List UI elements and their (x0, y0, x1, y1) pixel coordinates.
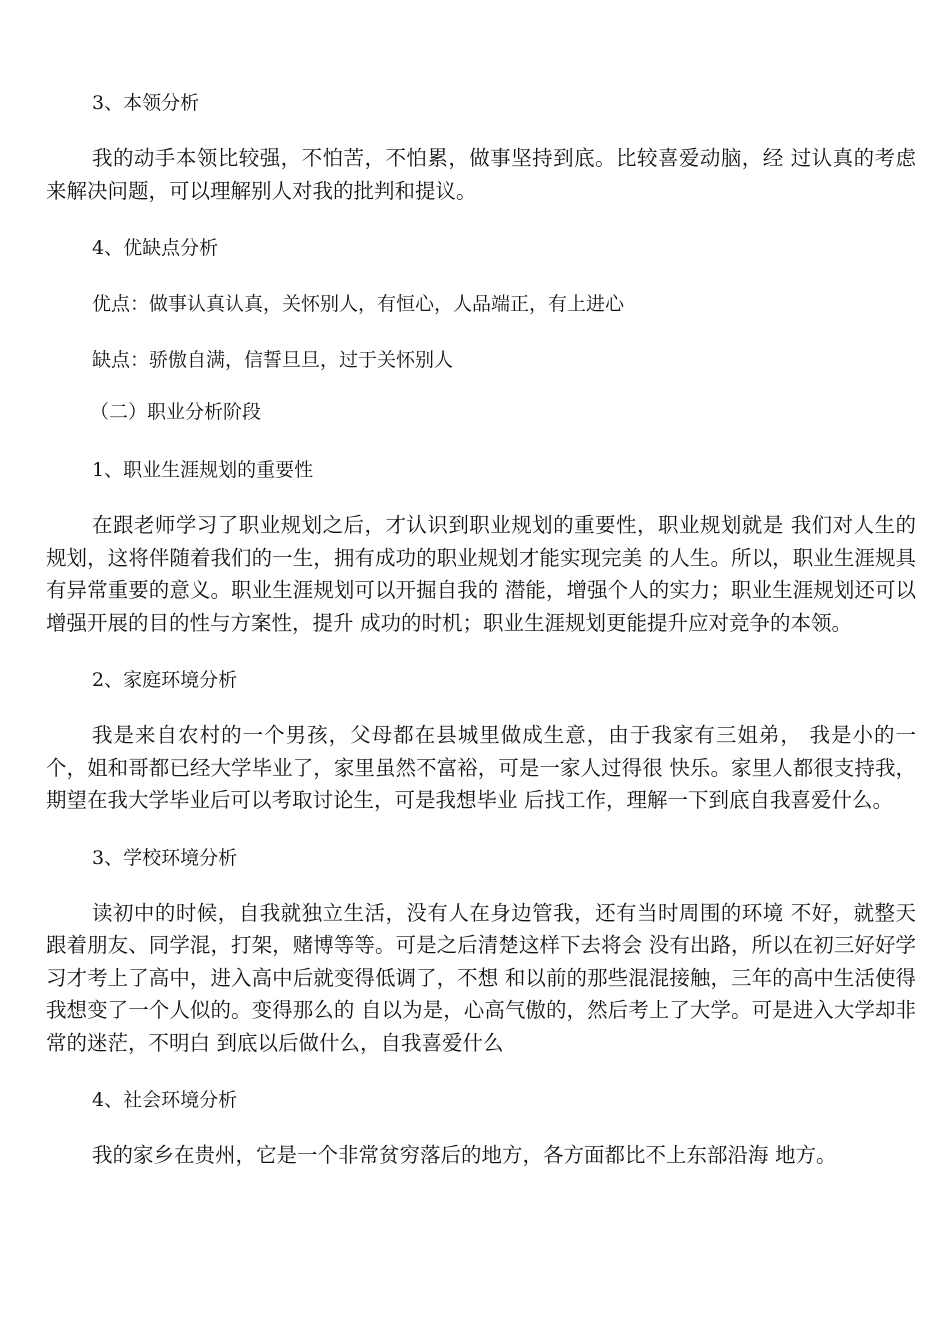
section-heading-school-environment: 3、学校环境分析 (92, 846, 238, 869)
section-heading-career-analysis: （二）职业分析阶段 (90, 401, 262, 423)
paragraph-social-environment: 我的家乡在贵州，它是一个非常贫穷落后的地方，各方面都比不上东部沿海 地方。 (92, 1143, 837, 1167)
paragraph-school-environment: 读初中的时候，自我就独立生活，没有人在身边管我，还有当时周围的环境 不好，就整天跟着朋友、同学混，打架，赌博等等。可是之后清楚这样下去将会 没有出路，所以在初三好好学习才考上了高中，进入高中后就变得低调了，不想 和以前的那些混混接触，三年的高中生活使得我想变了一个人似的。变得那么的 自以为是，心高气傲的，然后考上了大学。可是进入大学却非常的迷茫，不明白 到底以后做什么，自我喜爱什么 (46, 900, 916, 1055)
weaknesses-line: 缺点：骄傲自满，信誓旦旦，过于关怀别人 (92, 349, 454, 371)
paragraph-ability: 我的动手本领比较强，不怕苦，不怕累，做事坚持到底。比较喜爱动脑，经 过认真的考虑来解决问题，可以理解别人对我的批判和提议。 (46, 146, 916, 203)
section-heading-strengths-weaknesses: 4、优缺点分析 (92, 237, 219, 259)
document-page (46, 88, 916, 1172)
section-heading-ability: 3、本领分析 (92, 92, 200, 114)
section-heading-career-planning-importance: 1、职业生涯规划的重要性 (92, 459, 314, 481)
section-heading-social-environment: 4、社会环境分析 (92, 1089, 238, 1111)
paragraph-family-environment: 我是来自农村的一个男孩，父母都在县城里做成生意，由于我家有三姐弟， 我是小的一个，姐和哥都已经大学毕业了，家里虽然不富裕，可是一家人过得很 快乐。家里人都很支持我，期望在我大学毕业后可以考取讨论生，可是我想毕业 后找工作，理解一下到底自我喜爱什么。 (46, 723, 916, 812)
paragraph-career-planning-importance: 在跟老师学习了职业规划之后，才认识到职业规划的重要性，职业规划就是 我们对人生的规划，这将伴随着我们的一生，拥有成功的职业规划才能实现完美 的人生。所以，职业生涯规具有异常重要的意义。职业生涯规划可以开掘自我的 潜能，增强个人的实力；职业生涯规划还可以增强开展的目的性与方案性，提升 成功的时机；职业生涯规划更能提升应对竞争的本领。 (46, 513, 916, 635)
section-heading-family-environment: 2、家庭环境分析 (92, 669, 238, 691)
strengths-line: 优点：做事认真认真，关怀别人，有恒心，人品端正，有上进心 (92, 293, 625, 315)
